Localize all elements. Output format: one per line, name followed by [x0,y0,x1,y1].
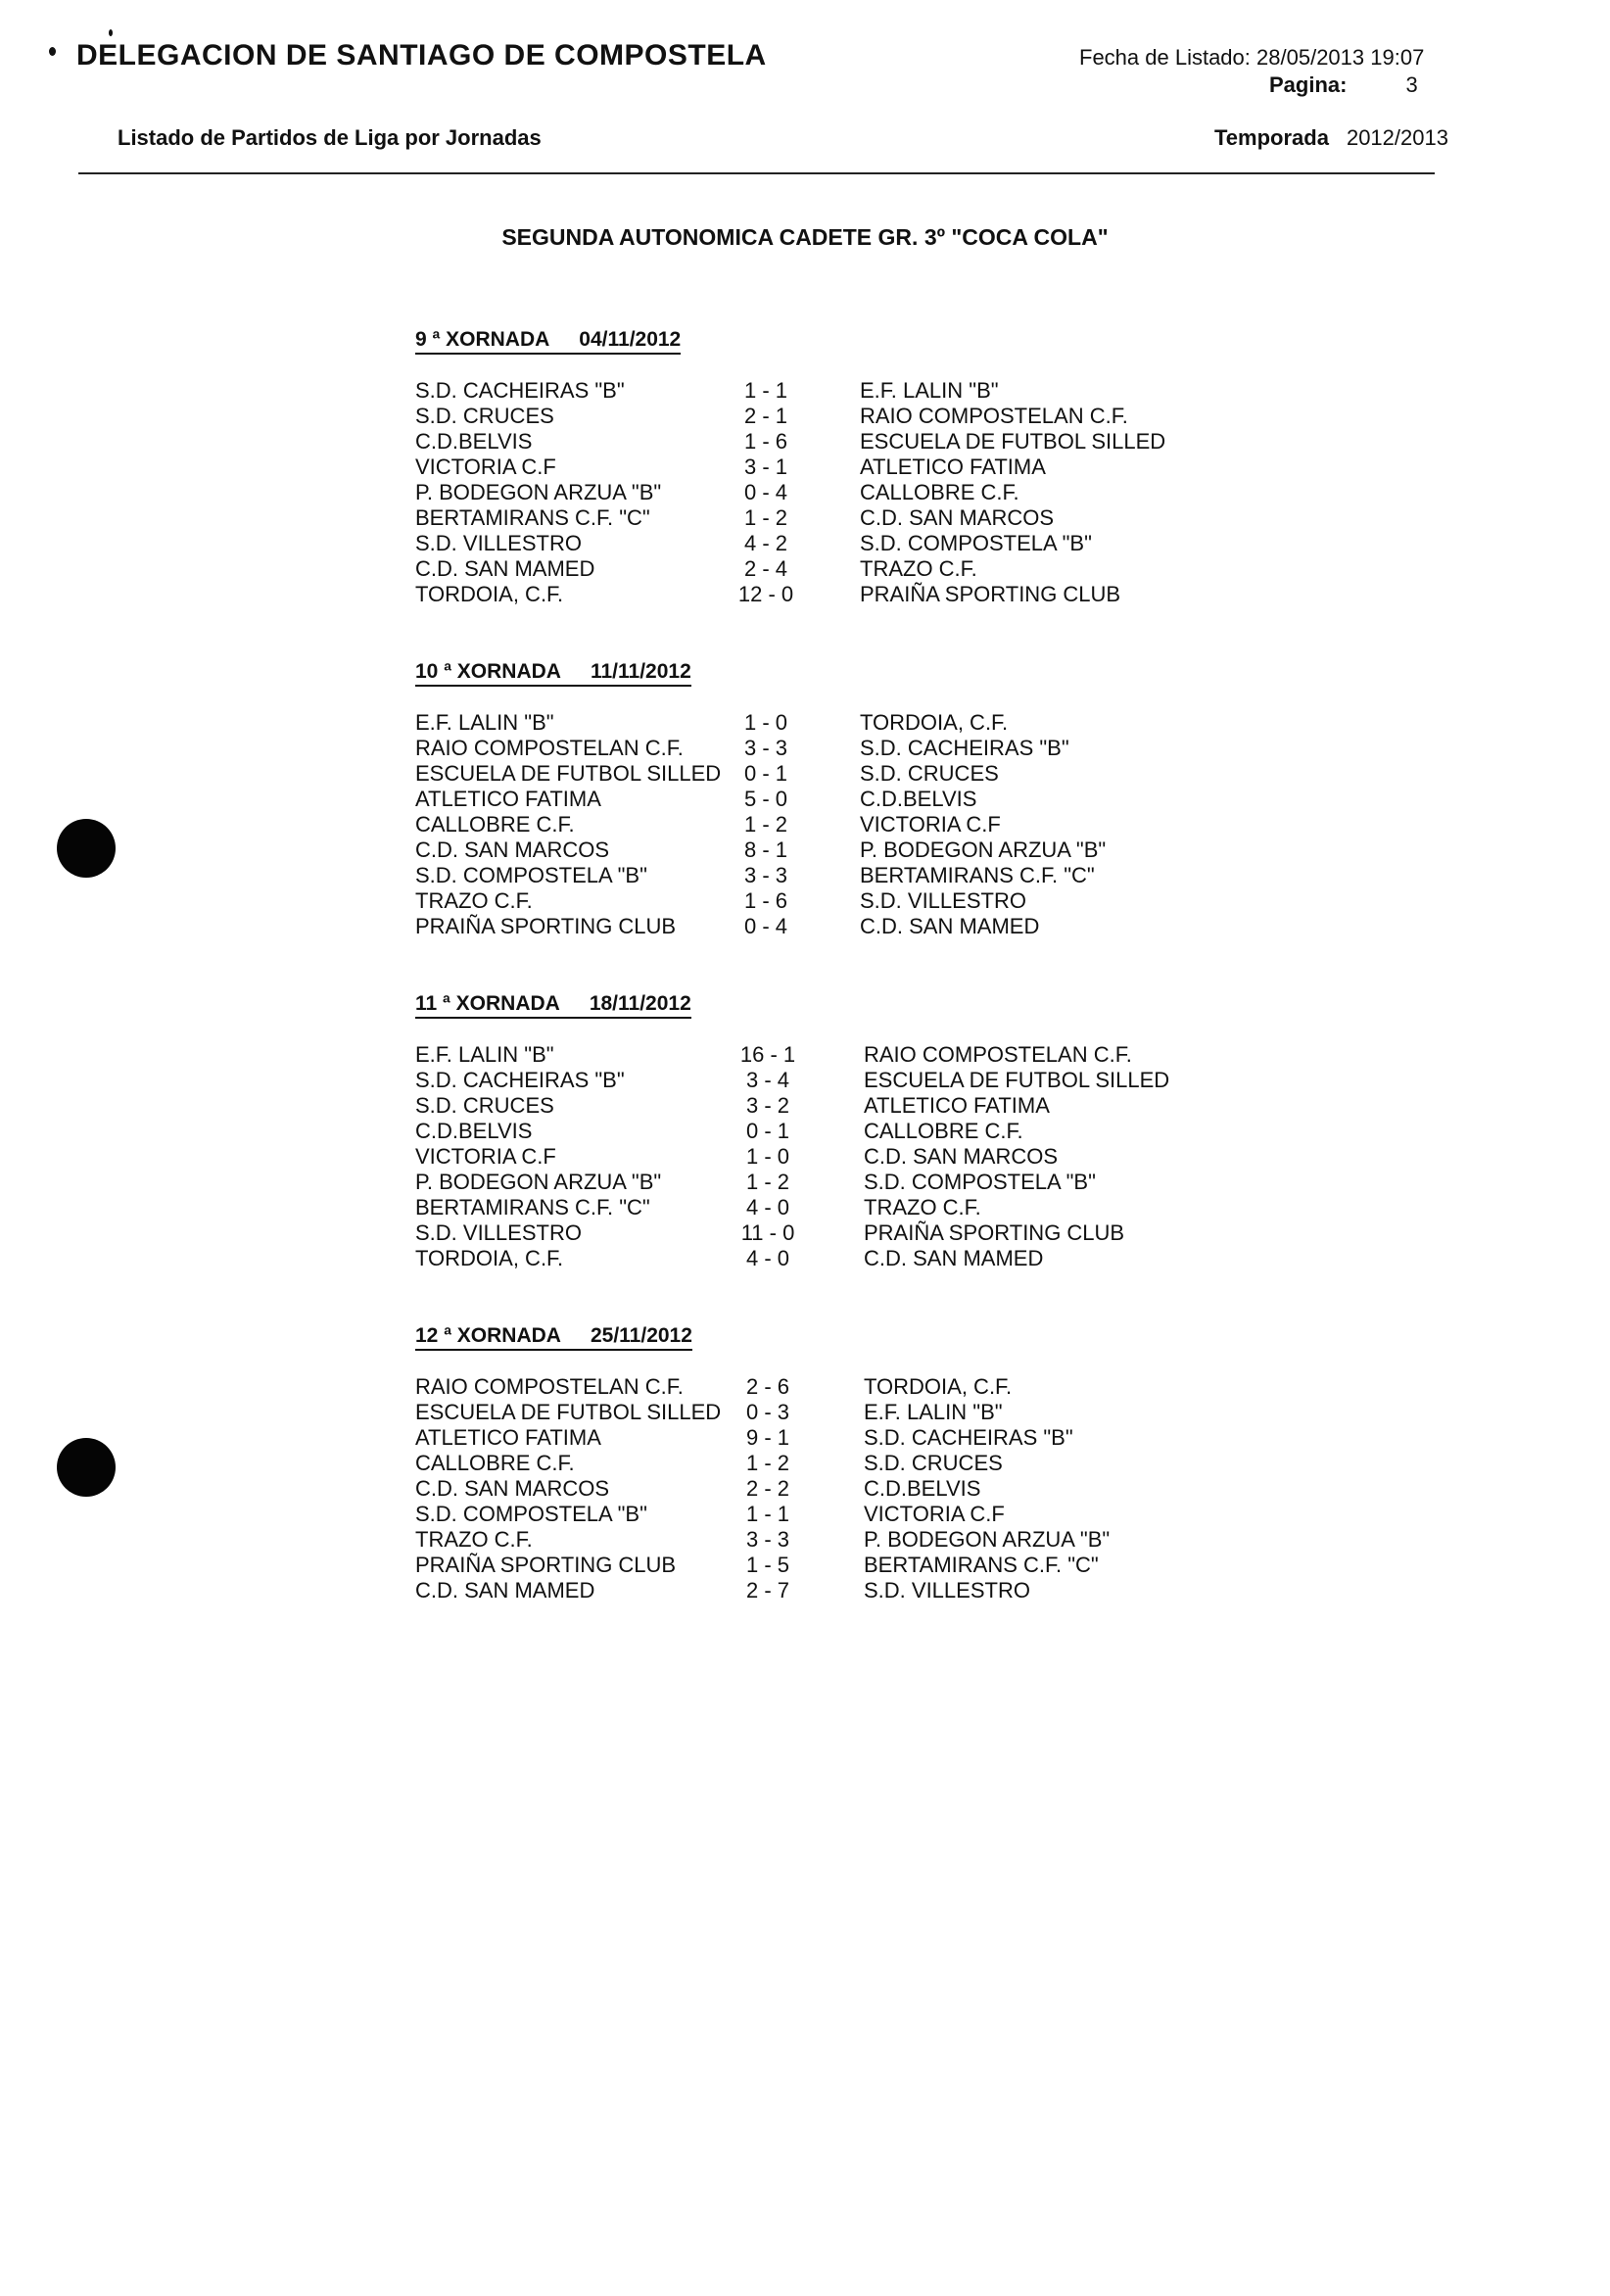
away-team: CALLOBRE C.F. [864,1119,1023,1143]
punch-hole [57,1438,116,1497]
match-row [415,454,1297,480]
match-row [415,404,1297,429]
away-team: TORDOIA, C.F. [860,710,1009,735]
away-team: C.D.BELVIS [860,787,977,811]
match-row [415,1144,1297,1170]
home-team: P. BODEGON ARZUA "B" [415,1170,662,1194]
home-team: S.D. CACHEIRAS "B" [415,378,625,403]
punch-hole [57,819,116,878]
match-row [415,531,1297,556]
home-team: VICTORIA C.F [415,1144,556,1169]
home-team: C.D.BELVIS [415,1119,533,1143]
match-row [415,1246,1297,1271]
away-team: RAIO COMPOSTELAN C.F. [864,1042,1132,1067]
match-score: 5 - 0 [743,787,788,811]
round-date: 11/11/2012 [590,660,691,683]
away-team: S.D. VILLESTRO [860,888,1026,913]
match-row [415,1170,1297,1195]
home-team: CALLOBRE C.F. [415,812,575,837]
match-row [415,1400,1297,1425]
round-heading [415,1323,692,1351]
match-score: 12 - 0 [737,582,794,606]
match-score: 2 - 7 [745,1578,790,1602]
match-score: 0 - 3 [745,1400,790,1424]
fecha-label: Fecha de Listado: [1079,45,1251,70]
home-team: C.D. SAN MAMED [415,556,595,581]
match-list [415,710,1297,939]
header-divider [78,172,1435,174]
away-team: C.D. SAN MAMED [864,1246,1044,1270]
away-team: TRAZO C.F. [864,1195,981,1220]
match-row [415,1451,1297,1476]
match-score: 1 - 2 [743,812,788,837]
away-team: S.D. COMPOSTELA "B" [864,1170,1096,1194]
away-team: S.D. CACHEIRAS "B" [864,1425,1073,1450]
home-team: S.D. VILLESTRO [415,531,582,555]
home-team: ATLETICO FATIMA [415,787,601,811]
listing-date [1079,45,1424,71]
temporada-value: 2012/2013 [1346,125,1448,150]
round-heading [415,991,691,1019]
match-score: 3 - 4 [745,1068,790,1092]
match-score: 8 - 1 [743,837,788,862]
match-score: 0 - 4 [743,914,788,938]
match-score: 1 - 2 [745,1170,790,1194]
home-team: VICTORIA C.F [415,454,556,479]
temporada-label: Temporada [1214,125,1329,150]
round-heading [415,327,681,355]
home-team: ESCUELA DE FUTBOL SILLED [415,1400,722,1424]
pagina-value: 3 [1405,72,1418,97]
match-score: 1 - 1 [743,378,788,403]
match-row [415,863,1297,888]
away-team: ATLETICO FATIMA [860,454,1046,479]
match-row [415,914,1297,939]
match-list [415,378,1297,607]
match-score: 3 - 1 [743,454,788,479]
match-row [415,429,1297,454]
match-score: 3 - 2 [745,1093,790,1118]
home-team: TRAZO C.F. [415,888,533,913]
match-list [415,1042,1297,1271]
home-team: S.D. COMPOSTELA "B" [415,863,647,887]
home-team: ATLETICO FATIMA [415,1425,601,1450]
match-score: 4 - 2 [743,531,788,555]
home-team: RAIO COMPOSTELAN C.F. [415,1374,684,1399]
home-team: PRAIÑA SPORTING CLUB [415,914,677,938]
match-score: 3 - 3 [743,736,788,760]
match-row [415,582,1297,607]
away-team: ESCUELA DE FUTBOL SILLED [864,1068,1170,1092]
round-label: 12 ª XORNADA [415,1324,561,1347]
away-team: CALLOBRE C.F. [860,480,1019,504]
home-team: TORDOIA, C.F. [415,1246,564,1270]
match-row [415,1119,1297,1144]
match-score: 0 - 4 [743,480,788,504]
match-row [415,1042,1297,1068]
home-team: S.D. CRUCES [415,1093,554,1118]
match-list [415,1374,1297,1603]
round-label: 9 ª XORNADA [415,328,550,351]
home-team: C.D.BELVIS [415,429,533,454]
round-9 [415,327,1297,607]
match-row [415,1093,1297,1119]
match-row [415,888,1297,914]
home-team: E.F. LALIN "B" [415,710,554,735]
away-team: ESCUELA DE FUTBOL SILLED [860,429,1166,454]
match-row [415,1220,1297,1246]
home-team: PRAIÑA SPORTING CLUB [415,1553,677,1577]
round-label: 11 ª XORNADA [415,992,560,1015]
away-team: ATLETICO FATIMA [864,1093,1050,1118]
away-team: P. BODEGON ARZUA "B" [860,837,1107,862]
round-label: 10 ª XORNADA [415,660,561,683]
home-team: RAIO COMPOSTELAN C.F. [415,736,684,760]
home-team: C.D. SAN MARCOS [415,837,610,862]
round-date: 18/11/2012 [589,992,691,1015]
away-team: PRAIÑA SPORTING CLUB [864,1220,1125,1245]
away-team: PRAIÑA SPORTING CLUB [860,582,1121,606]
fecha-value: 28/05/2013 19:07 [1256,45,1425,70]
match-row [415,1553,1297,1578]
match-score: 11 - 0 [740,1220,795,1245]
match-score: 1 - 2 [743,505,788,530]
match-score: 4 - 0 [745,1195,790,1220]
match-row [415,1195,1297,1220]
match-row [415,1578,1297,1603]
home-team: E.F. LALIN "B" [415,1042,554,1067]
match-score: 4 - 0 [745,1246,790,1270]
round-10 [415,659,1297,939]
match-score: 0 - 1 [745,1119,790,1143]
match-row [415,837,1297,863]
home-team: BERTAMIRANS C.F. "C" [415,1195,650,1220]
home-team: C.D. SAN MAMED [415,1578,595,1602]
report-subtitle: Listado de Partidos de Liga por Jornadas [118,125,542,150]
away-team: RAIO COMPOSTELAN C.F. [860,404,1128,428]
away-team: S.D. COMPOSTELA "B" [860,531,1092,555]
match-row [415,812,1297,837]
home-team: C.D. SAN MARCOS [415,1476,610,1501]
match-row [415,1068,1297,1093]
competition-title: SEGUNDA AUTONOMICA CADETE GR. 3º "COCA COLA" [501,224,1109,250]
match-row [415,505,1297,531]
round-heading [415,659,691,687]
home-team: TORDOIA, C.F. [415,582,564,606]
match-row [415,1374,1297,1400]
home-team: S.D. VILLESTRO [415,1220,582,1245]
match-score: 3 - 3 [743,863,788,887]
match-score: 1 - 2 [745,1451,790,1475]
away-team: VICTORIA C.F [860,812,1001,837]
match-score: 2 - 6 [745,1374,790,1399]
home-team: TRAZO C.F. [415,1527,533,1552]
away-team: E.F. LALIN "B" [864,1400,1003,1424]
match-row [415,1527,1297,1553]
away-team: BERTAMIRANS C.F. "C" [864,1553,1099,1577]
match-score: 1 - 1 [745,1502,790,1526]
match-score: 0 - 1 [743,761,788,786]
home-team: ESCUELA DE FUTBOL SILLED [415,761,722,786]
match-row [415,787,1297,812]
away-team: C.D. SAN MARCOS [864,1144,1059,1169]
match-score: 1 - 5 [745,1553,790,1577]
away-team: P. BODEGON ARZUA "B" [864,1527,1111,1552]
round-date: 04/11/2012 [579,328,682,351]
away-team: TRAZO C.F. [860,556,977,581]
match-score: 9 - 1 [745,1425,790,1450]
away-team: TORDOIA, C.F. [864,1374,1013,1399]
away-team: VICTORIA C.F [864,1502,1005,1526]
match-score: 2 - 1 [743,404,788,428]
match-row [415,378,1297,404]
round-date: 25/11/2012 [590,1324,692,1347]
match-score: 1 - 0 [745,1144,790,1169]
match-row [415,761,1297,787]
page-number [1269,72,1418,98]
match-score: 1 - 6 [743,429,788,454]
match-row [415,1476,1297,1502]
away-team: C.D. SAN MAMED [860,914,1040,938]
away-team: BERTAMIRANS C.F. "C" [860,863,1095,887]
match-score: 16 - 1 [739,1042,796,1067]
home-team: S.D. COMPOSTELA "B" [415,1502,647,1526]
match-score: 1 - 6 [743,888,788,913]
home-team: S.D. CRUCES [415,404,554,428]
round-11 [415,991,1297,1271]
match-row [415,1425,1297,1451]
scan-mark [109,29,113,36]
match-row [415,556,1297,582]
away-team: S.D. CACHEIRAS "B" [860,736,1069,760]
home-team: CALLOBRE C.F. [415,1451,575,1475]
organization-title: DELEGACION DE SANTIAGO DE COMPOSTELA [76,39,767,72]
away-team: C.D.BELVIS [864,1476,981,1501]
home-team: BERTAMIRANS C.F. "C" [415,505,650,530]
home-team: P. BODEGON ARZUA "B" [415,480,662,504]
pagina-label: Pagina: [1269,72,1348,97]
away-team: E.F. LALIN "B" [860,378,999,403]
away-team: C.D. SAN MARCOS [860,505,1055,530]
away-team: S.D. VILLESTRO [864,1578,1030,1602]
home-team: S.D. CACHEIRAS "B" [415,1068,625,1092]
match-row [415,1502,1297,1527]
round-12 [415,1323,1297,1603]
away-team: S.D. CRUCES [864,1451,1003,1475]
match-score: 1 - 0 [743,710,788,735]
match-row [415,710,1297,736]
season [1214,125,1448,151]
away-team: S.D. CRUCES [860,761,999,786]
match-row [415,480,1297,505]
scan-mark [49,47,56,56]
match-score: 2 - 4 [743,556,788,581]
match-row [415,736,1297,761]
match-score: 2 - 2 [745,1476,790,1501]
match-score: 3 - 3 [745,1527,790,1552]
